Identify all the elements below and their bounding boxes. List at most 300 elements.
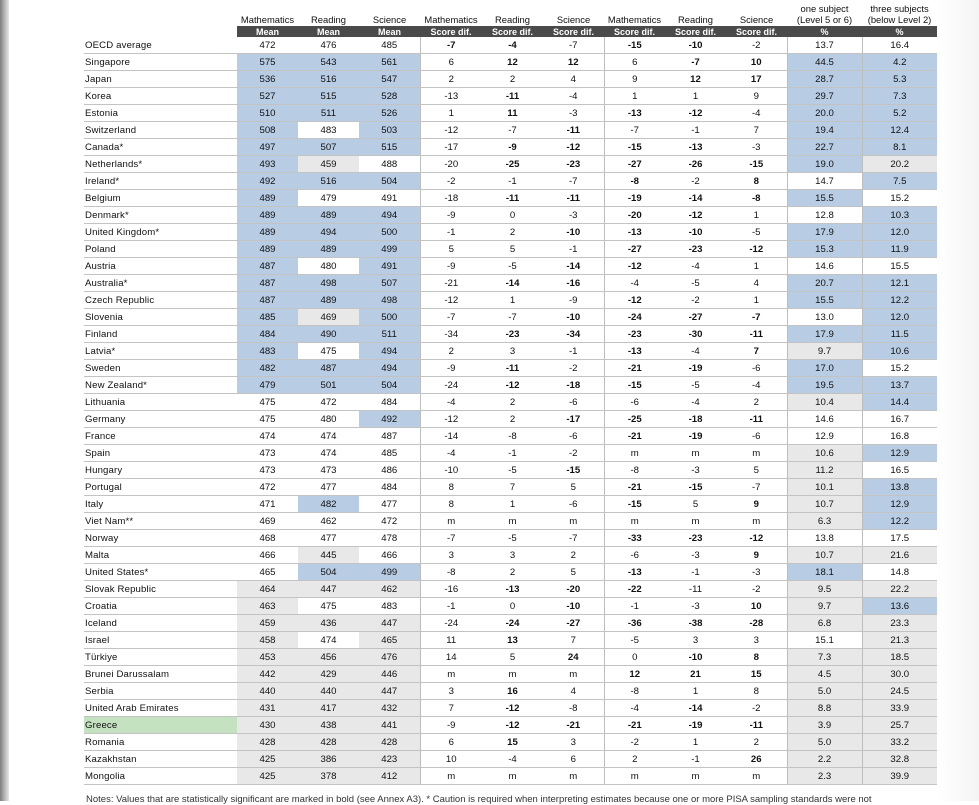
value-cell: -21 (604, 360, 665, 377)
value-cell: -1 (543, 241, 604, 258)
value-cell: 19.0 (787, 156, 862, 173)
value-cell: -5 (482, 462, 543, 479)
value-cell: -5 (726, 224, 787, 241)
value-cell: 459 (237, 615, 298, 632)
value-cell: -15 (604, 139, 665, 156)
table-row (84, 190, 937, 207)
country-cell: France (84, 428, 237, 445)
country-cell: Türkiye (84, 649, 237, 666)
value-cell: -5 (604, 632, 665, 649)
value-cell: -8 (604, 173, 665, 190)
country-cell: Italy (84, 496, 237, 513)
value-cell: -10 (665, 224, 726, 241)
value-cell: -8 (543, 700, 604, 717)
value-cell: 482 (237, 360, 298, 377)
value-cell: -11 (482, 360, 543, 377)
value-cell: 1 (604, 88, 665, 105)
country-cell: Spain (84, 445, 237, 462)
value-cell: -16 (420, 581, 482, 598)
value-cell: 474 (298, 445, 359, 462)
value-cell: 7 (726, 343, 787, 360)
table-row (84, 479, 937, 496)
value-cell: 2 (482, 71, 543, 88)
value-cell: -13 (420, 88, 482, 105)
value-cell: 440 (298, 683, 359, 700)
column-subheader: Score dif. (665, 26, 726, 37)
value-cell: 1 (665, 734, 726, 751)
value-cell: 483 (237, 343, 298, 360)
value-cell: 16.4 (862, 37, 937, 54)
table-row (84, 547, 937, 564)
value-cell: 9 (604, 71, 665, 88)
value-cell: 13.6 (862, 598, 937, 615)
table-row (84, 598, 937, 615)
value-cell: -5 (482, 258, 543, 275)
column-subheader: Score dif. (420, 26, 482, 37)
value-cell: -10 (543, 309, 604, 326)
value-cell: 536 (237, 71, 298, 88)
value-cell: -11 (482, 88, 543, 105)
pisa-results-table (84, 0, 937, 785)
table-row (84, 564, 937, 581)
value-cell: -1 (665, 564, 726, 581)
country-cell: Poland (84, 241, 237, 258)
value-cell: -6 (604, 547, 665, 564)
value-cell: 466 (237, 547, 298, 564)
table-notes: Notes: Values that are statistically significant are marked in bold (see Annex A3). * Caution is required when interpreting estimates because one or more PISA sampling standards were not (86, 794, 872, 805)
value-cell: 15.5 (862, 258, 937, 275)
value-cell: 5 (420, 241, 482, 258)
value-cell: -12 (482, 700, 543, 717)
value-cell: 440 (237, 683, 298, 700)
country-cell: Canada* (84, 139, 237, 156)
table-row (84, 105, 937, 122)
value-cell: -1 (604, 598, 665, 615)
value-cell: 441 (359, 717, 420, 734)
value-cell: -12 (482, 717, 543, 734)
value-cell: m (665, 513, 726, 530)
value-cell: -2 (726, 700, 787, 717)
value-cell: 9.7 (787, 343, 862, 360)
value-cell: m (726, 513, 787, 530)
value-cell: 8.1 (862, 139, 937, 156)
value-cell: -10 (420, 462, 482, 479)
value-cell: 498 (359, 292, 420, 309)
value-cell: 484 (359, 394, 420, 411)
subheader-blank (84, 26, 237, 37)
value-cell: -22 (604, 581, 665, 598)
country-cell: Sweden (84, 360, 237, 377)
value-cell: 15.1 (787, 632, 862, 649)
value-cell: -30 (665, 326, 726, 343)
value-cell: 1 (482, 292, 543, 309)
value-cell: 5 (665, 496, 726, 513)
column-header: Mathematics (424, 14, 478, 25)
value-cell: 480 (298, 258, 359, 275)
value-cell: 463 (237, 598, 298, 615)
value-cell: -15 (604, 377, 665, 394)
value-cell: -7 (726, 479, 787, 496)
value-cell: -10 (543, 224, 604, 241)
value-cell: 429 (298, 666, 359, 683)
value-cell: 10 (726, 54, 787, 71)
value-cell: 489 (237, 241, 298, 258)
value-cell: 492 (237, 173, 298, 190)
value-cell: -9 (420, 207, 482, 224)
table-row (84, 411, 937, 428)
value-cell: 507 (298, 139, 359, 156)
value-cell: 6.3 (787, 513, 862, 530)
country-cell: Slovak Republic (84, 581, 237, 598)
value-cell: 1 (726, 292, 787, 309)
value-cell: -28 (726, 615, 787, 632)
country-cell: Croatia (84, 598, 237, 615)
country-cell: Korea (84, 88, 237, 105)
country-cell: Romania (84, 734, 237, 751)
country-cell: Lithuania (84, 394, 237, 411)
value-cell: 12.4 (862, 122, 937, 139)
country-cell: Greece (84, 717, 237, 734)
value-cell: 386 (298, 751, 359, 768)
value-cell: 12.8 (787, 207, 862, 224)
table-row (84, 258, 937, 275)
value-cell: 478 (359, 530, 420, 547)
value-cell: 13.8 (787, 530, 862, 547)
value-cell: 526 (359, 105, 420, 122)
table-row (84, 683, 937, 700)
value-cell: 10.6 (862, 343, 937, 360)
table-row (84, 632, 937, 649)
column-subheader: Score dif. (482, 26, 543, 37)
value-cell: -3 (665, 547, 726, 564)
country-cell: Australia* (84, 275, 237, 292)
column-header: Mathematics (607, 14, 662, 25)
table-row (84, 666, 937, 683)
value-cell: 30.0 (862, 666, 937, 683)
value-cell: 21 (665, 666, 726, 683)
value-cell: 500 (359, 309, 420, 326)
value-cell: -17 (420, 139, 482, 156)
table-row (84, 309, 937, 326)
value-cell: 44.5 (787, 54, 862, 71)
value-cell: 469 (237, 513, 298, 530)
value-cell: 474 (298, 632, 359, 649)
value-cell: 10.7 (787, 547, 862, 564)
value-cell: 487 (237, 275, 298, 292)
value-cell: 494 (359, 207, 420, 224)
value-cell: -4 (420, 445, 482, 462)
value-cell: -13 (482, 581, 543, 598)
value-cell: -4 (665, 258, 726, 275)
value-cell: 39.9 (862, 768, 937, 785)
value-cell: 474 (237, 428, 298, 445)
value-cell: 472 (298, 394, 359, 411)
value-cell: -12 (726, 241, 787, 258)
value-cell: 475 (237, 411, 298, 428)
country-cell: Brunei Darussalam (84, 666, 237, 683)
value-cell: 9 (726, 547, 787, 564)
value-cell: -23 (604, 326, 665, 343)
value-cell: 471 (237, 496, 298, 513)
value-cell: 14.4 (862, 394, 937, 411)
value-cell: -7 (543, 37, 604, 54)
value-cell: 2 (482, 394, 543, 411)
value-cell: -13 (604, 343, 665, 360)
table-row (84, 156, 937, 173)
value-cell: m (482, 513, 543, 530)
column-subheader: Score dif. (543, 26, 604, 37)
value-cell: 25.7 (862, 717, 937, 734)
country-cell: Portugal (84, 479, 237, 496)
value-cell: 469 (298, 309, 359, 326)
value-cell: -12 (604, 292, 665, 309)
value-cell: 18.1 (787, 564, 862, 581)
value-cell: 23.3 (862, 615, 937, 632)
value-cell: 487 (359, 428, 420, 445)
value-cell: 22.2 (862, 581, 937, 598)
value-cell: 17.5 (862, 530, 937, 547)
value-cell: 465 (237, 564, 298, 581)
value-cell: -25 (482, 156, 543, 173)
table-row (84, 428, 937, 445)
value-cell: -4 (482, 37, 543, 54)
value-cell: 4 (543, 71, 604, 88)
value-cell: 16.5 (862, 462, 937, 479)
value-cell: 18.5 (862, 649, 937, 666)
value-cell: 12 (604, 666, 665, 683)
value-cell: 5.0 (787, 683, 862, 700)
table-body (84, 37, 937, 785)
value-cell: 527 (237, 88, 298, 105)
value-cell: -27 (604, 241, 665, 258)
value-cell: 20.0 (787, 105, 862, 122)
value-cell: -21 (604, 479, 665, 496)
value-cell: -1 (482, 445, 543, 462)
value-cell: 8 (726, 683, 787, 700)
value-cell: 19.4 (787, 122, 862, 139)
value-cell: -23 (482, 326, 543, 343)
table-row (84, 224, 937, 241)
value-cell: -6 (726, 360, 787, 377)
value-cell: 3 (420, 547, 482, 564)
value-cell: m (543, 666, 604, 683)
value-cell: 485 (237, 309, 298, 326)
country-cell: United Arab Emirates (84, 700, 237, 717)
value-cell: -7 (726, 309, 787, 326)
value-cell: 447 (298, 581, 359, 598)
table-row (84, 649, 937, 666)
country-cell: Malta (84, 547, 237, 564)
value-cell: 20.7 (787, 275, 862, 292)
value-cell: 508 (237, 122, 298, 139)
value-cell: 6 (420, 54, 482, 71)
value-cell: 515 (298, 88, 359, 105)
table-row (84, 343, 937, 360)
value-cell: 19.5 (787, 377, 862, 394)
column-subheader: Score dif. (604, 26, 665, 37)
value-cell: 490 (298, 326, 359, 343)
country-cell: Netherlands* (84, 156, 237, 173)
value-cell: 472 (237, 37, 298, 54)
value-cell: 14.6 (787, 258, 862, 275)
country-cell: Japan (84, 71, 237, 88)
value-cell: 7 (543, 632, 604, 649)
value-cell: 22.7 (787, 139, 862, 156)
value-cell: 489 (237, 224, 298, 241)
value-cell: 8 (726, 649, 787, 666)
value-cell: 15 (482, 734, 543, 751)
column-header: Science (372, 14, 407, 25)
country-cell: New Zealand* (84, 377, 237, 394)
value-cell: 477 (298, 530, 359, 547)
value-cell: 14.6 (787, 411, 862, 428)
value-cell: 11.5 (862, 326, 937, 343)
value-cell: -2 (543, 445, 604, 462)
value-cell: 432 (359, 700, 420, 717)
value-cell: -14 (665, 190, 726, 207)
value-cell: 482 (298, 496, 359, 513)
value-cell: 445 (298, 547, 359, 564)
value-cell: 20.2 (862, 156, 937, 173)
value-cell: -7 (482, 122, 543, 139)
table-row (84, 37, 937, 54)
value-cell: -27 (604, 156, 665, 173)
value-cell: 8 (420, 496, 482, 513)
value-cell: 510 (237, 105, 298, 122)
value-cell: 485 (359, 445, 420, 462)
value-cell: 494 (359, 343, 420, 360)
value-cell: -11 (726, 411, 787, 428)
value-cell: 10.4 (787, 394, 862, 411)
value-cell: 11.2 (787, 462, 862, 479)
value-cell: 468 (237, 530, 298, 547)
value-cell: 1 (482, 496, 543, 513)
value-cell: 492 (359, 411, 420, 428)
value-cell: m (604, 445, 665, 462)
table-row (84, 615, 937, 632)
value-cell: 2 (482, 224, 543, 241)
value-cell: 7 (726, 122, 787, 139)
value-cell: -2 (420, 173, 482, 190)
country-cell: Finland (84, 326, 237, 343)
value-cell: 491 (359, 190, 420, 207)
value-cell: 6 (420, 734, 482, 751)
table-row (84, 173, 937, 190)
value-cell: 480 (298, 411, 359, 428)
value-cell: 16 (482, 683, 543, 700)
value-cell: 476 (298, 37, 359, 54)
value-cell: -17 (543, 411, 604, 428)
value-cell: 4 (726, 275, 787, 292)
value-cell: 32.8 (862, 751, 937, 768)
value-cell: -2 (543, 360, 604, 377)
value-cell: 466 (359, 547, 420, 564)
value-cell: m (543, 513, 604, 530)
value-cell: 8 (420, 479, 482, 496)
value-cell: 11.9 (862, 241, 937, 258)
value-cell: -9 (420, 717, 482, 734)
value-cell: 15.2 (862, 190, 937, 207)
table-row (84, 581, 937, 598)
value-cell: 442 (237, 666, 298, 683)
value-cell: -19 (665, 360, 726, 377)
table-row (84, 700, 937, 717)
value-cell: -19 (604, 190, 665, 207)
table-row (84, 462, 937, 479)
value-cell: -11 (543, 190, 604, 207)
value-cell: 13 (482, 632, 543, 649)
value-cell: 9.7 (787, 598, 862, 615)
value-cell: 13.0 (787, 309, 862, 326)
value-cell: -2 (665, 292, 726, 309)
value-cell: 15.2 (862, 360, 937, 377)
value-cell: -1 (665, 122, 726, 139)
value-cell: -38 (665, 615, 726, 632)
value-cell: 9 (726, 496, 787, 513)
table-row (84, 88, 937, 105)
country-cell: Singapore (84, 54, 237, 71)
value-cell: -10 (543, 598, 604, 615)
value-cell: -6 (543, 428, 604, 445)
value-cell: m (482, 666, 543, 683)
value-cell: -6 (604, 394, 665, 411)
value-cell: m (420, 666, 482, 683)
value-cell: -15 (726, 156, 787, 173)
value-cell: -4 (665, 343, 726, 360)
value-cell: -24 (604, 309, 665, 326)
value-cell: 483 (359, 598, 420, 615)
value-cell: 10.7 (787, 496, 862, 513)
value-cell: 1 (726, 207, 787, 224)
value-cell: 500 (359, 224, 420, 241)
value-cell: -9 (420, 360, 482, 377)
value-cell: 2 (726, 734, 787, 751)
value-cell: 428 (298, 734, 359, 751)
column-header: Science (556, 14, 591, 25)
table-row (84, 54, 937, 71)
value-cell: -12 (482, 377, 543, 394)
value-cell: 5 (543, 564, 604, 581)
table-row (84, 360, 937, 377)
value-cell: 543 (298, 54, 359, 71)
value-cell: 12 (543, 54, 604, 71)
value-cell: -23 (665, 241, 726, 258)
value-cell: 464 (237, 581, 298, 598)
value-cell: 494 (298, 224, 359, 241)
table-row (84, 377, 937, 394)
value-cell: m (420, 513, 482, 530)
value-cell: 477 (359, 496, 420, 513)
value-cell: 14.7 (787, 173, 862, 190)
value-cell: 17 (726, 71, 787, 88)
value-cell: -11 (543, 122, 604, 139)
value-cell: 456 (298, 649, 359, 666)
value-cell: 5 (482, 241, 543, 258)
value-cell: -5 (665, 275, 726, 292)
value-cell: -20 (420, 156, 482, 173)
value-cell: 489 (298, 292, 359, 309)
value-cell: 8.8 (787, 700, 862, 717)
value-cell: 1 (420, 105, 482, 122)
value-cell: m (482, 768, 543, 785)
value-cell: 2 (482, 411, 543, 428)
value-cell: 5.3 (862, 71, 937, 88)
value-cell: 515 (359, 139, 420, 156)
value-cell: 12.9 (787, 428, 862, 445)
value-cell: -27 (665, 309, 726, 326)
country-cell: Denmark* (84, 207, 237, 224)
value-cell: 428 (359, 734, 420, 751)
